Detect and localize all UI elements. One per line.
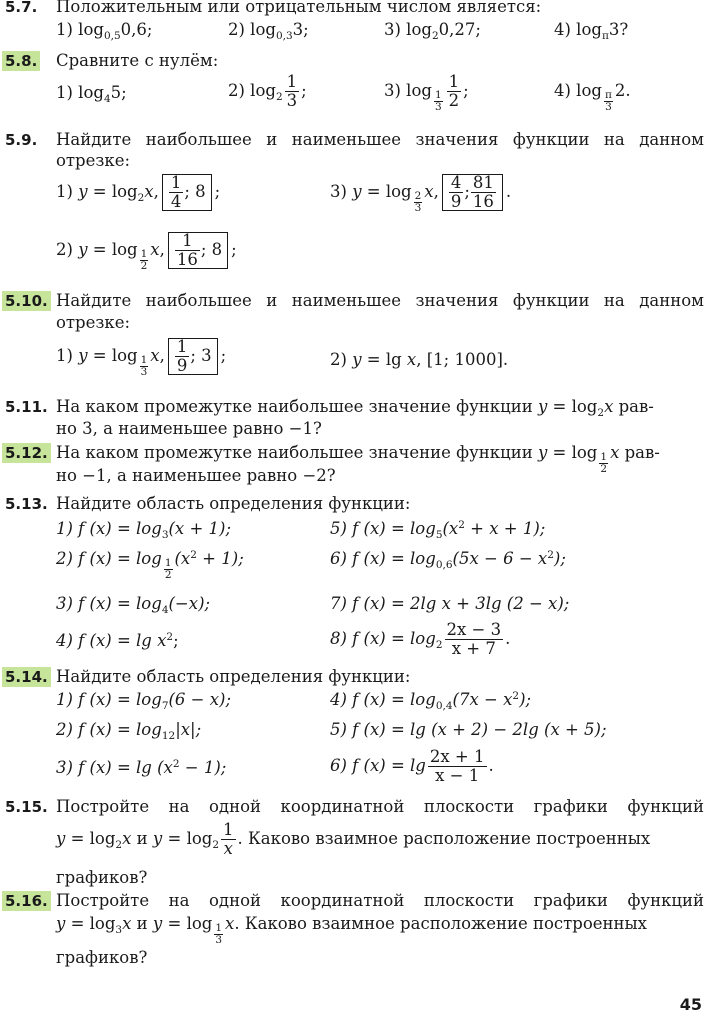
problem-number: 5.11. bbox=[5, 398, 48, 416]
item-2: 2) y = log $\frac{1}{2}$ x, $\frac{1}{16}$ ; 8 ; bbox=[56, 231, 237, 272]
item-5: 5) f $(x) = \log_5(x^2 + x + 1)$; bbox=[330, 519, 546, 541]
base-fraction: $\frac{1}{3}$ bbox=[434, 89, 442, 113]
problem-text: Найдите наибольшее и наименьшее значения функции на данном bbox=[56, 291, 704, 310]
problem-number: 5.8. bbox=[2, 51, 40, 71]
item-3: 3) y = log $\frac{2}{3}$ x, $\frac{4}{9}$ ; $\frac{81}{16}$ . bbox=[330, 173, 512, 214]
item-8: 8) f $(x) = \log_2$ $\frac{2x - 3}{x + 7}$ . bbox=[330, 620, 511, 658]
problem-number: 5.13. bbox=[5, 495, 48, 513]
problem-text: На каком промежутке наибольшее значение функции $y = \log_2x$ рав- bbox=[56, 397, 654, 419]
problem-text: Сравните с нулём: bbox=[56, 51, 219, 70]
fraction: $\frac{2x + 1}{x - 1}$ bbox=[429, 747, 485, 785]
problem-text: Положительным или отрицательным числом является: bbox=[56, 0, 542, 16]
fraction: $\frac{2x - 3}{x + 7}$ bbox=[446, 620, 502, 658]
item-5: 5) f (x) = lg (x + 2) − 2lg (x + 5); bbox=[330, 720, 607, 739]
item-1: 1) $\log_{0,5}0,6$; bbox=[56, 20, 153, 42]
item-4: 4) $\log_\pi 3$? bbox=[554, 20, 629, 42]
segment-bracket: $\frac{4}{9}$ ; $\frac{81}{16}$ bbox=[442, 174, 503, 211]
item-1: 1) f $(x) = \log_7(6 - x)$; bbox=[56, 690, 232, 712]
problem-number: 5.10. bbox=[2, 291, 51, 311]
problem-text: Постройте на одной координатной плоскости графики функций bbox=[56, 797, 704, 816]
item-3: 3) log $\frac{1}{3}$ $\frac{1}{2}$ ; bbox=[384, 72, 469, 113]
item-1: 1) $y = \log_2x$, $\frac{1}{4}$ ; 8 ; bbox=[56, 173, 221, 211]
base-fraction: $\frac{\pi}{3}$ bbox=[604, 89, 612, 113]
problem-text: Найдите область определения функции: bbox=[56, 494, 411, 513]
item-2: 2) $\log_{0,3}3$; bbox=[228, 20, 309, 42]
fraction: $\frac{1}{2}$ bbox=[448, 72, 460, 110]
problem-number: 5.16. bbox=[2, 891, 51, 911]
problem-text: Найдите наибольшее и наименьшее значения функции на данном bbox=[56, 130, 704, 149]
item-2: 2) y = lg x, [1; 1000]. bbox=[330, 350, 509, 369]
base-fraction: $\frac{1}{2}$ bbox=[164, 557, 172, 581]
item-3: 3) $\log_20,27$; bbox=[384, 20, 481, 42]
problem-number: 5.7. bbox=[5, 0, 38, 16]
page-number: 45 bbox=[679, 995, 702, 1014]
problem-text: На каком промежутке наибольшее значение функции y = log $\frac{1}{2}$ x рав- bbox=[56, 443, 660, 475]
base-fraction: $\frac{1}{2}$ bbox=[140, 248, 148, 272]
base-fraction: $\frac{2}{3}$ bbox=[414, 190, 422, 214]
item-2: 2) f $(x) = \log_{12}|x|$; bbox=[56, 720, 202, 742]
segment-bracket: $\frac{1}{16}$ ; 8 bbox=[168, 232, 228, 269]
item-7: 7) f (x) = 2lg x + 3lg (2 − x); bbox=[330, 594, 570, 613]
item-3: 3) f $(x) = \log_4(-x)$; bbox=[56, 594, 211, 616]
item-6: 6) f (x) = lg $\frac{2x + 1}{x - 1}$ . bbox=[330, 747, 494, 785]
item-1: 1) y = log $\frac{1}{3}$ x, $\frac{1}{9}$ ; 3 ; bbox=[56, 337, 227, 378]
problem-text: Постройте на одной координатной плоскости графики функций bbox=[56, 891, 704, 910]
problem-number: 5.12. bbox=[2, 443, 51, 463]
problem-number: 5.15. bbox=[5, 798, 48, 816]
base-fraction: $\frac{1}{3}$ bbox=[140, 354, 148, 378]
problem-number: 5.14. bbox=[2, 667, 51, 687]
fraction: $\frac{1}{3}$ bbox=[286, 72, 298, 110]
fraction: $\frac{1}{x}$ bbox=[223, 820, 234, 858]
item-4: 4) f $(x) = \log_{0,4}(7x - x^2)$; bbox=[330, 690, 532, 712]
item-4: 4) log $\frac{\pi}{3}$ 2. bbox=[554, 81, 631, 113]
segment-bracket: $\frac{1}{9}$ ; 3 bbox=[168, 338, 218, 375]
item-6: 6) f $(x) = \log_{0,6}(5x - 6 - x^2)$; bbox=[330, 549, 566, 571]
base-fraction: $\frac{1}{2}$ bbox=[600, 451, 608, 475]
item-4: 4) f $(x) = \lg x^2$; bbox=[56, 631, 179, 650]
item-1: 1) f $(x) = \log_3(x + 1)$; bbox=[56, 519, 232, 541]
base-fraction: $\frac{1}{3}$ bbox=[215, 922, 223, 946]
item-3: 3) f $(x) = \lg (x^2 - 1)$; bbox=[56, 758, 227, 777]
segment-bracket: $\frac{1}{4}$ ; 8 bbox=[162, 174, 212, 211]
item-2: 2) $\log_2$ $\frac{1}{3}$ ; bbox=[228, 72, 307, 110]
problem-text: Найдите область определения функции: bbox=[56, 667, 411, 686]
item-1: 1) $\log_45$; bbox=[56, 83, 127, 105]
item-2: 2) f (x) = log $\frac{1}{2}$ $(x^2 + 1)$; bbox=[56, 549, 244, 581]
problem-number: 5.9. bbox=[5, 131, 38, 149]
